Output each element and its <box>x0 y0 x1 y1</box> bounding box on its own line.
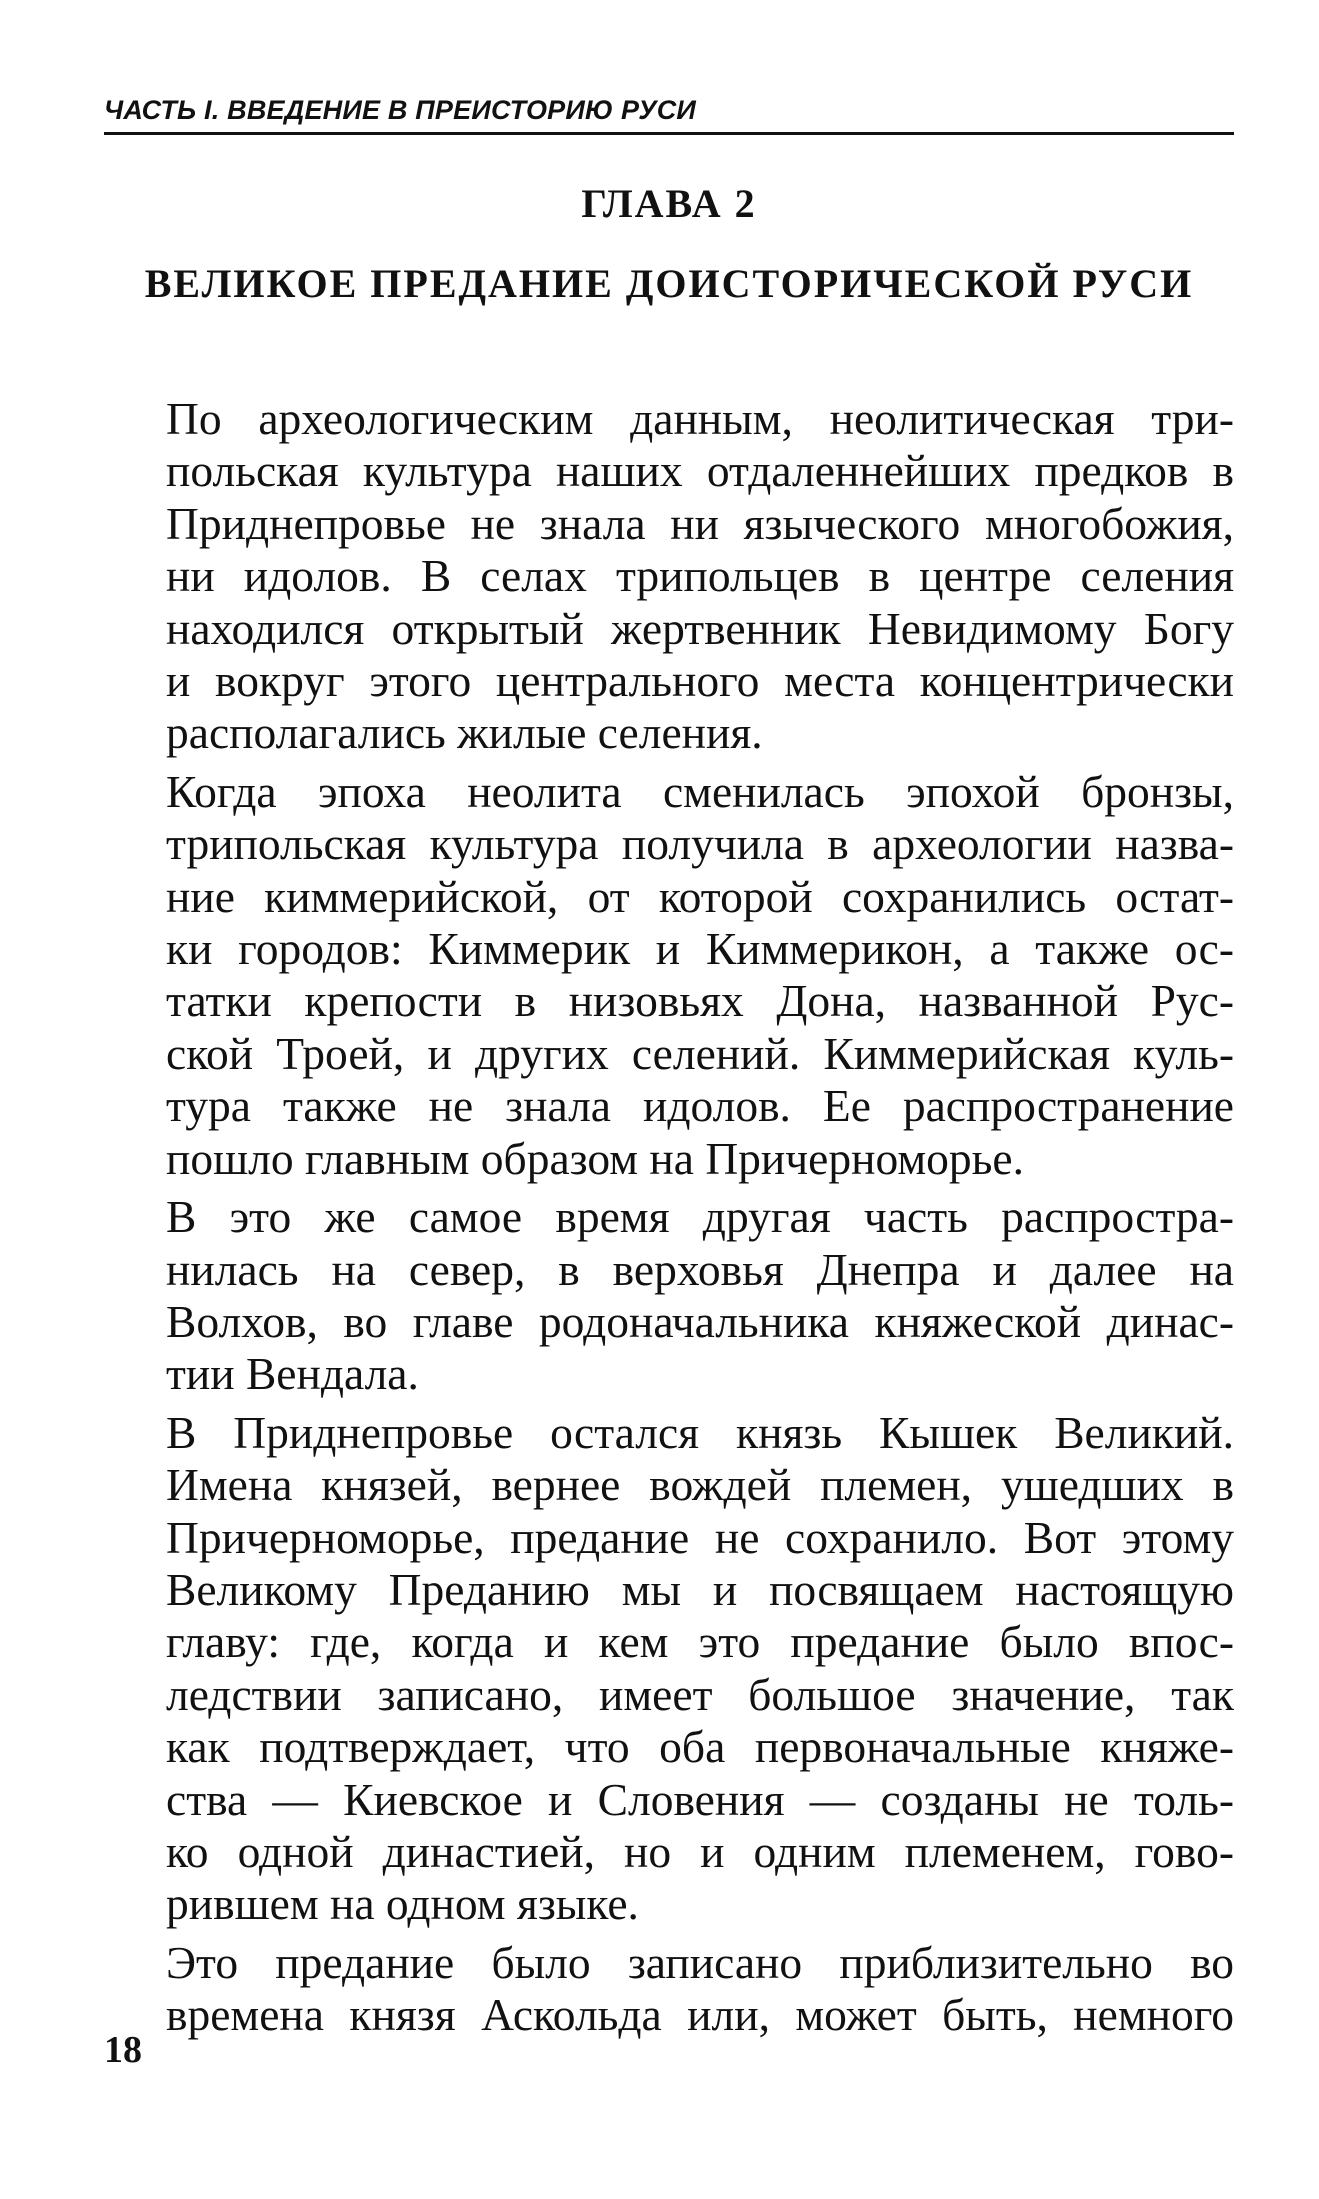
text-line: Волхов, во главе родоначальника княжеской динас- <box>166 1295 1234 1347</box>
text-line: главу: где, когда и кем это предание было впос- <box>166 1616 1234 1668</box>
text-line: Великому Преданию мы и посвящаем настоящую <box>166 1563 1234 1615</box>
text-line: располагались жилые селения. <box>166 707 763 759</box>
text-line: В Приднепровье остался князь Кышек Великий. <box>166 1406 1234 1458</box>
text-line: ской Троей, и других селений. Киммерийская куль- <box>166 1027 1234 1079</box>
text-line: и вокруг этого центрального места концентрически <box>166 655 1234 707</box>
text-line: По археологическим данным, неолитическая три- <box>166 393 1234 444</box>
paragraph <box>104 766 1234 1185</box>
text-line: ки городов: Киммерик и Киммерикон, а также ос- <box>166 923 1234 975</box>
text-line: ледствии записано, имеет большое значение, так <box>166 1668 1234 1720</box>
text-line: нилась на север, в верховья Днепра и далее на <box>166 1243 1234 1295</box>
text-line: татки крепости в низовьях Дона, названной Рус- <box>166 975 1234 1027</box>
text-line: пошло главным образом на Причерноморье. <box>166 1132 1024 1184</box>
text-line: Это предание было записано приблизительно во <box>166 1936 1234 1988</box>
text-line: рившем на одном языке. <box>166 1878 639 1930</box>
text-line: Имена князей, вернее вождей племен, ушедших в <box>166 1459 1234 1511</box>
text-line: ко одной династией, но и одним племенем, гово- <box>166 1825 1234 1877</box>
text-line: находился открытый жертвенник Невидимому Богу <box>166 602 1234 654</box>
page-number: 18 <box>104 2029 142 2071</box>
text-line: ства — Киевское и Словения — созданы не толь- <box>166 1773 1234 1825</box>
text-line: времена князя Аскольда или, может быть, немного <box>166 1989 1234 2041</box>
paragraph <box>104 1407 1234 1931</box>
running-header: ЧАСТЬ I. ВВЕДЕНИЕ В ПРЕИСТОРИЮ РУСИ <box>104 92 1234 135</box>
text-line: трипольская культура получила в археологии назва- <box>166 818 1234 870</box>
paragraph <box>104 1191 1234 1401</box>
text-line: ние киммерийской, от которой сохранились остат- <box>166 870 1234 922</box>
chapter-number: ГЛАВА 2 <box>581 181 757 226</box>
text-line: польская культура наших отдаленнейших предков в <box>166 445 1234 497</box>
text-line: ни идолов. В селах трипольцев в центре селения <box>166 550 1234 602</box>
paragraph <box>104 393 1234 760</box>
text-line: Когда эпоха неолита сменилась эпохой бронзы, <box>166 765 1234 817</box>
text-line: Причерноморье, предание не сохранило. Вот этому <box>166 1511 1234 1563</box>
body-text <box>104 393 1234 2048</box>
chapter-title: ВЕЛИКОЕ ПРЕДАНИЕ ДОИСТОРИЧЕСКОЙ РУСИ <box>144 261 1194 306</box>
text-line: В это же самое время другая часть распростра- <box>166 1191 1234 1243</box>
text-line: тии Вендала. <box>166 1348 419 1400</box>
text-line: как подтверждает, что оба первоначальные княже- <box>166 1721 1234 1773</box>
text-line: тура также не знала идолов. Ее распространение <box>166 1080 1234 1132</box>
paragraph <box>104 1937 1234 2042</box>
text-line: Приднепровье не знала ни языческого многобожия, <box>166 497 1234 549</box>
